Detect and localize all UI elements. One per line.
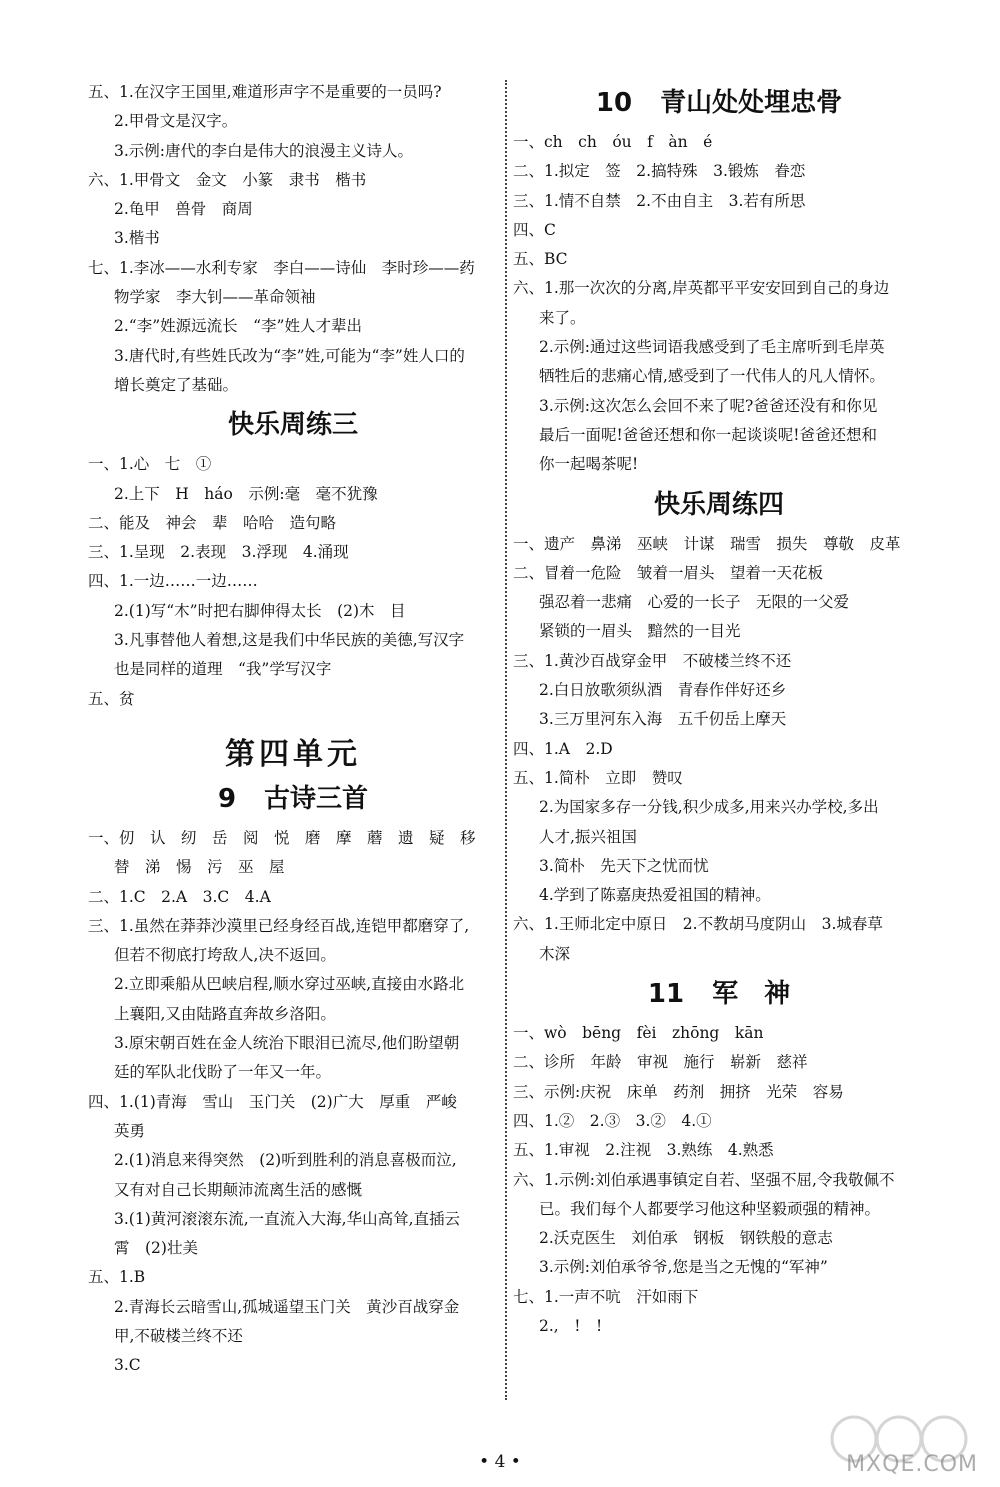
answer-line: 3.楷书: [114, 229, 160, 248]
answer-line: 3.(1)黄河滚滚东流,一直流入大海,华山高耸,直插云: [114, 1209, 461, 1228]
answer-line: 三、1.虽然在莽莽沙漠里已经身经百战,连铠甲都磨穿了,: [88, 916, 470, 935]
answer-line: 一、ch ch óu f àn é: [513, 133, 713, 151]
answer-line: 强忍着一悲痛 心爱的一长子 无限的一父爱: [539, 593, 850, 612]
answer-line: 五、1.B: [88, 1268, 146, 1287]
answer-line: 六、1.王师北定中原日 2.不教胡马度阴山 3.城春草: [513, 915, 883, 934]
section-heading: [88, 783, 498, 814]
answer-line: 三、1.呈现 2.表现 3.浮现 4.涌现: [88, 543, 349, 562]
answer-line: 二、1.拟定 签 2.搞特殊 3.锻炼 眷恋: [513, 162, 806, 181]
section-title-text: 古诗三首: [264, 783, 369, 814]
answer-line: 3.C: [114, 1356, 141, 1375]
answer-line: 你一起喝茶呢!: [539, 455, 639, 474]
answer-line: 3.示例:唐代的李白是伟大的浪漫主义诗人。: [114, 141, 414, 160]
answer-line: 一、wò bēng fèi zhōng kān: [513, 1024, 764, 1043]
left-column: [88, 78, 498, 1381]
answer-line: 五、1.审视 2.注视 3.熟练 4.熟悉: [513, 1141, 774, 1160]
answer-line: 2.上下 H háo 示例:毫 毫不犹豫: [114, 484, 378, 503]
answer-line: 紧锁的一眉头 黯然的一目光: [539, 622, 741, 641]
answer-line: 来了。: [539, 308, 586, 327]
answer-line: 3.原宋朝百姓在金人统治下眼泪已流尽,他们盼望朝: [114, 1034, 460, 1053]
answer-line: 也是同样的道理 “我”学写汉字: [114, 660, 332, 679]
right-column: [513, 78, 925, 1341]
page-number: • 4 •: [479, 1452, 521, 1472]
answer-line: 2.立即乘船从巴峡启程,顺水穿过巫峡,直接由水路北: [114, 975, 465, 994]
answer-line: 已。我们每个人都要学习他这种坚毅顽强的精神。: [539, 1199, 881, 1218]
answer-line: 三、1.情不自禁 2.不由自主 3.若有所思: [513, 191, 806, 210]
answer-line: 五、贫: [88, 689, 135, 708]
section-heading: [513, 979, 925, 1010]
watermark-text: MXQE.COM: [846, 1452, 978, 1477]
answer-line: 三、示例:庆祝 床单 药剂 拥挤 光荣 容易: [513, 1082, 844, 1101]
answer-line: 最后一面呢!爸爸还想和你一起谈谈呢!爸爸还想和: [539, 425, 877, 444]
answer-line: 霄 (2)壮美: [114, 1239, 198, 1258]
answer-line: 但若不彻底打垮敌人,决不返回。: [114, 946, 336, 965]
answer-line: 2.沃克医生 刘伯承 钢板 钢铁般的意志: [539, 1229, 833, 1248]
answer-line: 3.示例:这次怎么会回不来了呢?爸爸还没有和你见: [539, 396, 878, 415]
answer-line: 又有对自己长期颠沛流离生活的感慨: [114, 1180, 363, 1199]
answer-line: 七、1.李冰——水利专家 李白——诗仙 李时珍——药: [88, 258, 475, 277]
answer-line: 3.凡事替他人着想,这是我们中华民族的美德,写汉字: [114, 631, 465, 650]
answer-line: 2.甲骨文是汉字。: [114, 112, 238, 131]
answer-line: 四、1.② 2.③ 3.② 4.①: [513, 1111, 712, 1130]
answer-line: 六、1.甲骨文 金文 小篆 隶书 楷书: [88, 170, 367, 189]
answer-line: 2.龟甲 兽骨 商周: [114, 200, 253, 219]
answer-line: 五、BC: [513, 250, 568, 269]
answer-line: 3.唐代时,有些姓氏改为“李”姓,可能为“李”姓人口的: [114, 346, 465, 365]
section-heading: [513, 489, 925, 520]
answer-line: 2.示例:通过这些词语我感受到了毛主席听到毛岸英: [539, 338, 885, 357]
section-title-text: 青山处处埋忠骨: [660, 88, 843, 118]
lesson-number: 9: [217, 783, 237, 814]
answer-line: 2.青海长云暗雪山,孤城遥望玉门关 黄沙百战穿金: [114, 1297, 460, 1316]
answer-line: 2.(1)写“木”时把右脚伸得太长 (2)木 目: [114, 601, 406, 620]
answer-line: 上襄阳,又由陆路直奔故乡洛阳。: [114, 1004, 336, 1023]
answer-line: 四、1.一边……一边……: [88, 572, 258, 591]
answer-line: 英勇: [114, 1121, 146, 1140]
answer-line: 甲,不破楼兰终不还: [114, 1326, 243, 1345]
answer-line: 二、1.C 2.A 3.C 4.A: [88, 887, 271, 906]
answer-line: 2.白日放歌须纵酒 青春作伴好还乡: [539, 681, 787, 700]
answer-line: 4.学到了陈嘉庚热爱祖国的精神。: [539, 886, 771, 905]
answer-line: 2., ! !: [539, 1316, 603, 1335]
answer-line: 二、诊所 年龄 审视 施行 崭新 慈祥: [513, 1053, 808, 1072]
answer-line: 物学家 李大钊——革命领袖: [114, 288, 316, 307]
section-title-text: 军 神: [712, 979, 791, 1010]
answer-line: 二、能及 神会 辈 哈哈 造句略: [88, 513, 337, 532]
section-heading: [513, 90, 925, 116]
answer-line: 三、1.黄沙百战穿金甲 不破楼兰终不还: [513, 651, 792, 670]
lesson-number: 11: [647, 979, 685, 1010]
answer-line: 替 涕 惕 污 巫 屋: [114, 858, 285, 877]
answer-line: 七、1.一声不吭 汗如雨下: [513, 1287, 699, 1306]
section-heading: [88, 410, 498, 441]
answer-line: 六、1.示例:刘伯承遇事镇定自若、坚强不屈,令我敬佩不: [513, 1170, 895, 1189]
answer-line: 六、1.那一次次的分离,岸英都平平安安回到自己的身边: [513, 279, 890, 298]
answer-line: 牺牲后的悲痛心情,感受到了一代伟人的凡人情怀。: [539, 367, 885, 386]
answer-line: 2.(1)消息来得突然 (2)听到胜利的消息喜极而泣,: [114, 1151, 457, 1170]
answer-line: 3.三万里河东入海 五千仞岳上摩天: [539, 710, 787, 729]
answer-line: 2.为国家多存一分钱,积少成多,用来兴办学校,多出: [539, 798, 879, 817]
answer-line: 二、冒着一危险 皱着一眉头 望着一天花板: [513, 563, 824, 582]
answer-line: 3.示例:刘伯承爷爷,您是当之无愧的“军神”: [539, 1258, 828, 1277]
answer-line: 五、1.简朴 立即 赞叹: [513, 768, 683, 787]
answer-line: 2.“李”姓源远流长 “李”姓人才辈出: [114, 317, 362, 336]
lesson-number: 10: [595, 88, 633, 118]
answer-line: 一、仞 认 纫 岳 阅 悦 磨 摩 蘑 遗 疑 移: [88, 828, 476, 847]
answer-line: 四、1.A 2.D: [513, 739, 613, 758]
answer-line: 人才,振兴祖国: [539, 827, 637, 846]
answer-line: 廷的军队北伐盼了一年又一年。: [114, 1063, 332, 1082]
section-title-text: 快乐周练四: [653, 489, 784, 520]
answer-line: 增长奠定了基础。: [114, 375, 239, 394]
answer-line: 四、C: [513, 220, 556, 239]
unit-heading: 第四单元: [225, 736, 361, 772]
answer-line: 五、1.在汉字王国里,难道形声字不是重要的一员吗?: [88, 83, 442, 101]
answer-line: 3.简朴 先天下之忧而忧: [539, 856, 709, 875]
answer-line: 木深: [539, 944, 571, 963]
answer-line: 四、1.(1)青海 雪山 玉门关 (2)广大 厚重 严峻: [88, 1092, 457, 1111]
answer-line: 一、1.心 七 ①: [88, 455, 212, 474]
section-title-text: 快乐周练三: [227, 410, 358, 441]
column-divider: [505, 80, 507, 1400]
answer-line: 一、遗产 鼻涕 巫峡 计谋 瑞雪 损失 尊敬 皮革: [513, 534, 901, 553]
